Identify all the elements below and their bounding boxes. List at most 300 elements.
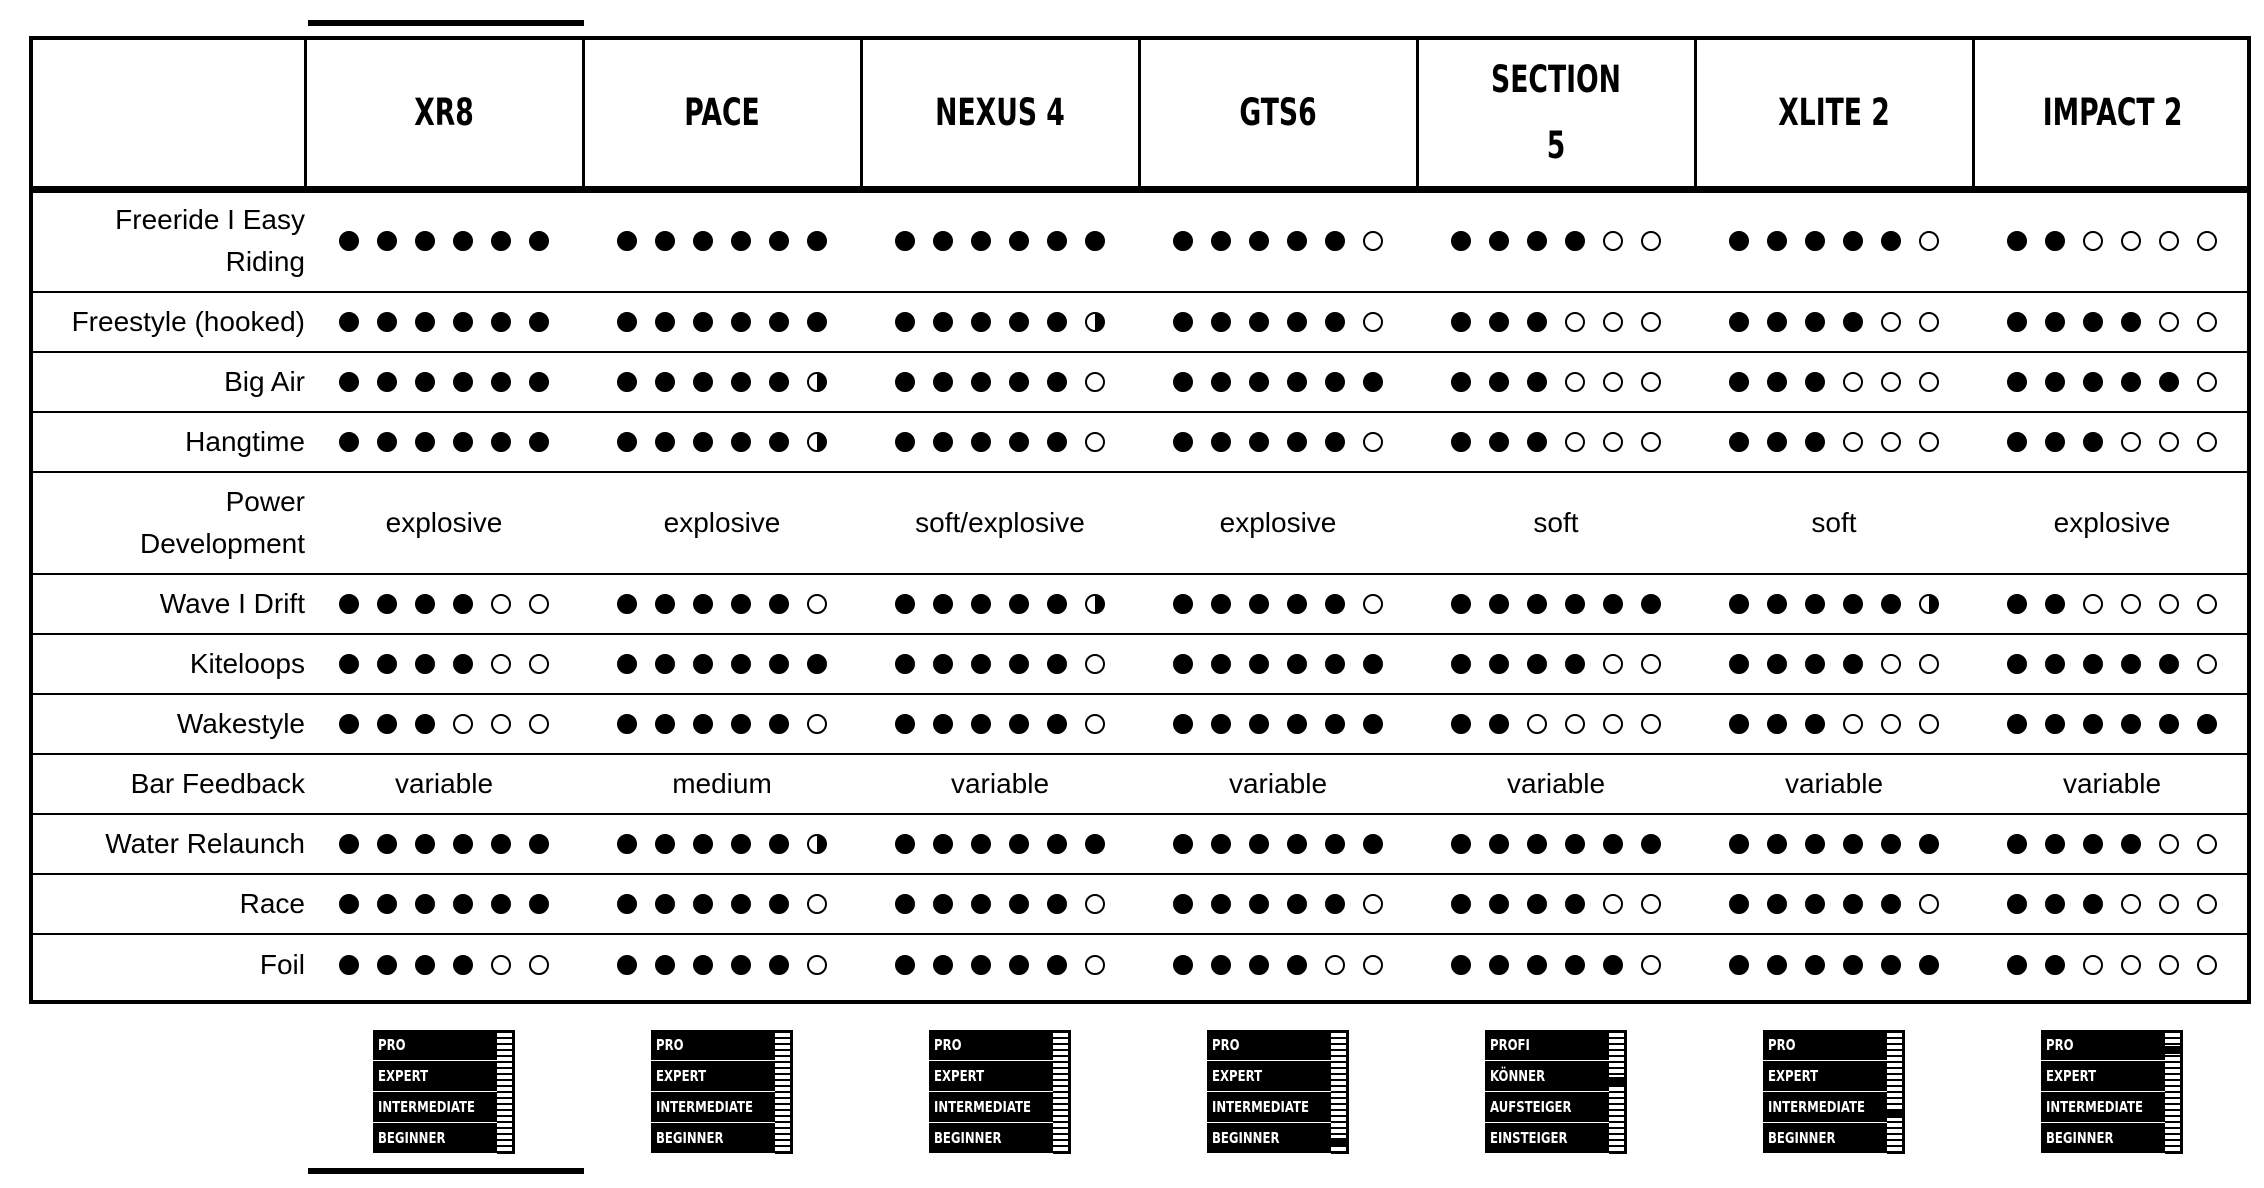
filled-dot-icon [1767, 834, 1787, 854]
filled-dot-icon [1009, 714, 1029, 734]
skill-level-label: PRO [651, 1030, 775, 1061]
filled-dot-icon [415, 834, 435, 854]
filled-dot-icon [2159, 654, 2179, 674]
empty-dot-icon [1603, 432, 1623, 452]
rating-dots [1695, 814, 1973, 874]
filled-dot-icon [2007, 312, 2027, 332]
filled-dot-icon [2159, 372, 2179, 392]
filled-dot-icon [1211, 714, 1231, 734]
filled-dot-icon [769, 312, 789, 332]
rating-dots [861, 574, 1139, 634]
empty-dot-icon [2121, 894, 2141, 914]
filled-dot-icon [1805, 312, 1825, 332]
filled-dot-icon [453, 654, 473, 674]
skill-level-gauge [1331, 1033, 1346, 1151]
row-label: Race [239, 888, 305, 919]
filled-dot-icon [655, 594, 675, 614]
filled-dot-icon [1729, 894, 1749, 914]
filled-dot-icon [617, 894, 637, 914]
skill-level-label: AUFSTEIGER [1485, 1092, 1609, 1123]
filled-dot-icon [971, 594, 991, 614]
empty-dot-icon [1085, 432, 1105, 452]
filled-dot-icon [377, 894, 397, 914]
filled-dot-icon [2045, 432, 2065, 452]
filled-dot-icon [1211, 594, 1231, 614]
table-row [29, 634, 2251, 694]
empty-dot-icon [1603, 714, 1623, 734]
filled-dot-icon [807, 231, 827, 251]
half-dot-icon [1085, 312, 1105, 332]
empty-dot-icon [2197, 594, 2217, 614]
empty-dot-icon [2159, 312, 2179, 332]
filled-dot-icon [693, 372, 713, 392]
rating-dots [1417, 814, 1695, 874]
filled-dot-icon [769, 714, 789, 734]
empty-dot-icon [1641, 894, 1661, 914]
rating-dots [305, 634, 583, 694]
filled-dot-icon [1729, 654, 1749, 674]
rating-text: explosive [385, 507, 503, 538]
rating-dots [1695, 874, 1973, 934]
empty-dot-icon [491, 654, 511, 674]
filled-dot-icon [377, 231, 397, 251]
filled-dot-icon [1287, 432, 1307, 452]
filled-dot-icon [1729, 955, 1749, 975]
filled-dot-icon [655, 654, 675, 674]
skill-level-label: BEGINNER [929, 1123, 1053, 1154]
filled-dot-icon [769, 894, 789, 914]
empty-dot-icon [2159, 834, 2179, 854]
empty-dot-icon [1565, 312, 1585, 332]
filled-dot-icon [1489, 714, 1509, 734]
rating-dots [1417, 412, 1695, 472]
filled-dot-icon [1173, 714, 1193, 734]
rating-text: variable [1784, 768, 1884, 799]
filled-dot-icon [731, 372, 751, 392]
filled-dot-icon [693, 312, 713, 332]
filled-dot-icon [1211, 312, 1231, 332]
empty-dot-icon [1641, 654, 1661, 674]
filled-dot-icon [1489, 312, 1509, 332]
highlight-bar-bottom [308, 1168, 584, 1174]
rating-dots [861, 934, 1139, 994]
empty-dot-icon [1843, 714, 1863, 734]
rating-dots [1139, 634, 1417, 694]
empty-dot-icon [2197, 312, 2217, 332]
filled-dot-icon [1211, 894, 1231, 914]
empty-dot-icon [2159, 955, 2179, 975]
empty-dot-icon [529, 714, 549, 734]
filled-dot-icon [1767, 894, 1787, 914]
filled-dot-icon [2045, 594, 2065, 614]
filled-dot-icon [2083, 312, 2103, 332]
filled-dot-icon [895, 834, 915, 854]
skill-level-panel [2041, 1030, 2183, 1154]
filled-dot-icon [339, 834, 359, 854]
filled-dot-icon [933, 372, 953, 392]
filled-dot-icon [1009, 372, 1029, 392]
filled-dot-icon [1249, 312, 1269, 332]
rating-dots [305, 292, 583, 352]
filled-dot-icon [1047, 312, 1067, 332]
filled-dot-icon [1085, 231, 1105, 251]
empty-dot-icon [1641, 372, 1661, 392]
skill-level-label: BEGINNER [373, 1123, 497, 1154]
filled-dot-icon [693, 594, 713, 614]
filled-dot-icon [1489, 654, 1509, 674]
filled-dot-icon [1489, 432, 1509, 452]
skill-level-gauge [1053, 1033, 1068, 1151]
filled-dot-icon [1489, 594, 1509, 614]
filled-dot-icon [807, 312, 827, 332]
row-label: Wakestyle [176, 708, 305, 739]
filled-dot-icon [2007, 372, 2027, 392]
rating-text: explosive [663, 507, 781, 538]
filled-dot-icon [1325, 231, 1345, 251]
filled-dot-icon [895, 231, 915, 251]
filled-dot-icon [1805, 714, 1825, 734]
half-dot-icon [807, 372, 827, 392]
filled-dot-icon [377, 432, 397, 452]
filled-dot-icon [453, 834, 473, 854]
skill-level-label: EXPERT [651, 1061, 775, 1092]
skill-level-label: EXPERT [1763, 1061, 1887, 1092]
filled-dot-icon [1527, 894, 1547, 914]
filled-dot-icon [1451, 955, 1471, 975]
filled-dot-icon [1287, 714, 1307, 734]
rating-dots [861, 694, 1139, 754]
skill-level-label: EXPERT [373, 1061, 497, 1092]
row-label: Wave I Drift [159, 588, 305, 619]
filled-dot-icon [339, 432, 359, 452]
filled-dot-icon [1009, 432, 1029, 452]
filled-dot-icon [1287, 955, 1307, 975]
empty-dot-icon [1843, 432, 1863, 452]
filled-dot-icon [1527, 594, 1547, 614]
filled-dot-icon [731, 594, 751, 614]
filled-dot-icon [1527, 654, 1547, 674]
skill-level-gauge [1887, 1033, 1902, 1151]
skill-level-label: PRO [1763, 1030, 1887, 1061]
filled-dot-icon [1047, 594, 1067, 614]
skill-level-gauge [1609, 1033, 1624, 1151]
filled-dot-icon [339, 654, 359, 674]
row-label: Bar Feedback [130, 768, 305, 799]
table-row [29, 352, 2251, 412]
skill-level-label: INTERMEDIATE [1763, 1092, 1887, 1123]
filled-dot-icon [491, 312, 511, 332]
filled-dot-icon [1173, 312, 1193, 332]
filled-dot-icon [933, 955, 953, 975]
rating-dots [1139, 292, 1417, 352]
filled-dot-icon [731, 654, 751, 674]
empty-dot-icon [1603, 894, 1623, 914]
skill-level-label: INTERMEDIATE [1207, 1092, 1331, 1123]
filled-dot-icon [1363, 654, 1383, 674]
table-row [29, 814, 2251, 874]
empty-dot-icon [2121, 231, 2141, 251]
empty-dot-icon [529, 654, 549, 674]
empty-dot-icon [2083, 231, 2103, 251]
filled-dot-icon [971, 714, 991, 734]
empty-dot-icon [807, 894, 827, 914]
skill-level-label: KÖNNER [1485, 1061, 1609, 1092]
rating-dots [1695, 190, 1973, 292]
filled-dot-icon [1641, 594, 1661, 614]
skill-level-gauge [497, 1033, 512, 1151]
rating-text: variable [394, 768, 494, 799]
empty-dot-icon [2197, 432, 2217, 452]
filled-dot-icon [1287, 834, 1307, 854]
empty-dot-icon [1641, 231, 1661, 251]
filled-dot-icon [453, 231, 473, 251]
rating-dots [305, 412, 583, 472]
filled-dot-icon [1325, 654, 1345, 674]
filled-dot-icon [933, 714, 953, 734]
filled-dot-icon [1641, 834, 1661, 854]
filled-dot-icon [1009, 834, 1029, 854]
filled-dot-icon [2121, 654, 2141, 674]
empty-dot-icon [2159, 432, 2179, 452]
row-label: Kiteloops [189, 648, 305, 679]
filled-dot-icon [2121, 714, 2141, 734]
filled-dot-icon [1729, 312, 1749, 332]
skill-level-gauge [775, 1033, 790, 1151]
rating-dots [1139, 874, 1417, 934]
empty-dot-icon [1085, 714, 1105, 734]
filled-dot-icon [2083, 894, 2103, 914]
empty-dot-icon [2197, 955, 2217, 975]
filled-dot-icon [339, 714, 359, 734]
filled-dot-icon [769, 231, 789, 251]
filled-dot-icon [2045, 312, 2065, 332]
filled-dot-icon [895, 894, 915, 914]
filled-dot-icon [693, 834, 713, 854]
filled-dot-icon [1729, 432, 1749, 452]
empty-dot-icon [1085, 372, 1105, 392]
rating-text: explosive [2053, 507, 2171, 538]
empty-dot-icon [1919, 312, 1939, 332]
filled-dot-icon [2045, 894, 2065, 914]
skill-level-label: PRO [2041, 1030, 2165, 1061]
header-divider [29, 186, 2251, 193]
filled-dot-icon [1729, 834, 1749, 854]
filled-dot-icon [1249, 594, 1269, 614]
kite-header-6: IMPACT 2 [2012, 36, 2212, 190]
skill-level-label: INTERMEDIATE [929, 1092, 1053, 1123]
rating-dots [583, 934, 861, 994]
filled-dot-icon [1287, 654, 1307, 674]
rating-dots [1695, 694, 1973, 754]
empty-dot-icon [1919, 231, 1939, 251]
empty-dot-icon [1363, 432, 1383, 452]
filled-dot-icon [1287, 894, 1307, 914]
filled-dot-icon [415, 432, 435, 452]
filled-dot-icon [1565, 654, 1585, 674]
filled-dot-icon [971, 432, 991, 452]
filled-dot-icon [1451, 372, 1471, 392]
filled-dot-icon [617, 834, 637, 854]
empty-dot-icon [807, 594, 827, 614]
rating-text: variable [1228, 768, 1328, 799]
filled-dot-icon [1767, 372, 1787, 392]
filled-dot-icon [1211, 231, 1231, 251]
filled-dot-icon [617, 654, 637, 674]
filled-dot-icon [1843, 594, 1863, 614]
skill-level-marker [1609, 1077, 1624, 1085]
rating-text: soft [1533, 507, 1579, 538]
filled-dot-icon [339, 312, 359, 332]
filled-dot-icon [339, 594, 359, 614]
filled-dot-icon [971, 834, 991, 854]
filled-dot-icon [617, 955, 637, 975]
filled-dot-icon [1325, 834, 1345, 854]
rating-dots [1139, 934, 1417, 994]
filled-dot-icon [1767, 955, 1787, 975]
filled-dot-icon [1047, 432, 1067, 452]
header-row [29, 36, 2251, 190]
filled-dot-icon [529, 372, 549, 392]
filled-dot-icon [1805, 372, 1825, 392]
header-blank-cell [68, 36, 267, 190]
filled-dot-icon [415, 714, 435, 734]
filled-dot-icon [1173, 654, 1193, 674]
empty-dot-icon [2197, 231, 2217, 251]
table-row [29, 292, 2251, 352]
filled-dot-icon [1527, 231, 1547, 251]
filled-dot-icon [339, 372, 359, 392]
row-label: Water Relaunch [105, 828, 305, 859]
filled-dot-icon [1603, 594, 1623, 614]
filled-dot-icon [529, 432, 549, 452]
filled-dot-icon [1805, 654, 1825, 674]
filled-dot-icon [895, 654, 915, 674]
filled-dot-icon [1805, 894, 1825, 914]
skill-level-label: BEGINNER [2041, 1123, 2165, 1154]
rating-dots [1973, 634, 2251, 694]
empty-dot-icon [529, 955, 549, 975]
filled-dot-icon [1603, 955, 1623, 975]
filled-dot-icon [731, 231, 751, 251]
filled-dot-icon [693, 955, 713, 975]
empty-dot-icon [1085, 654, 1105, 674]
empty-dot-icon [1565, 432, 1585, 452]
empty-dot-icon [2159, 594, 2179, 614]
filled-dot-icon [529, 231, 549, 251]
filled-dot-icon [693, 894, 713, 914]
filled-dot-icon [1047, 654, 1067, 674]
rating-dots [861, 814, 1139, 874]
filled-dot-icon [1767, 231, 1787, 251]
rating-dots [1973, 694, 2251, 754]
rating-text: variable [950, 768, 1050, 799]
filled-dot-icon [933, 834, 953, 854]
filled-dot-icon [971, 231, 991, 251]
rating-dots [1695, 934, 1973, 994]
filled-dot-icon [415, 955, 435, 975]
filled-dot-icon [415, 894, 435, 914]
rating-dots [305, 694, 583, 754]
empty-dot-icon [1881, 432, 1901, 452]
filled-dot-icon [1363, 834, 1383, 854]
rating-dots [1973, 352, 2251, 412]
filled-dot-icon [2083, 372, 2103, 392]
empty-dot-icon [491, 594, 511, 614]
filled-dot-icon [1047, 714, 1067, 734]
rating-dots [1139, 694, 1417, 754]
filled-dot-icon [1173, 834, 1193, 854]
rating-text: variable [1506, 768, 1606, 799]
filled-dot-icon [1047, 955, 1067, 975]
filled-dot-icon [1325, 312, 1345, 332]
skill-level-panel [929, 1030, 1071, 1154]
filled-dot-icon [1211, 654, 1231, 674]
filled-dot-icon [1325, 894, 1345, 914]
filled-dot-icon [1325, 594, 1345, 614]
filled-dot-icon [1173, 372, 1193, 392]
rating-dots [1973, 934, 2251, 994]
empty-dot-icon [491, 955, 511, 975]
filled-dot-icon [339, 231, 359, 251]
empty-dot-icon [1325, 955, 1345, 975]
filled-dot-icon [339, 894, 359, 914]
filled-dot-icon [529, 312, 549, 332]
empty-dot-icon [1641, 955, 1661, 975]
filled-dot-icon [1211, 432, 1231, 452]
filled-dot-icon [1249, 834, 1269, 854]
filled-dot-icon [1527, 955, 1547, 975]
filled-dot-icon [1805, 594, 1825, 614]
empty-dot-icon [1641, 714, 1661, 734]
empty-dot-icon [1565, 714, 1585, 734]
rating-dots [1695, 574, 1973, 634]
filled-dot-icon [1009, 594, 1029, 614]
empty-dot-icon [1603, 312, 1623, 332]
filled-dot-icon [1173, 432, 1193, 452]
filled-dot-icon [1767, 312, 1787, 332]
filled-dot-icon [1451, 594, 1471, 614]
filled-dot-icon [1363, 372, 1383, 392]
filled-dot-icon [1249, 231, 1269, 251]
rating-text: soft/explosive [915, 507, 1085, 538]
filled-dot-icon [1325, 372, 1345, 392]
filled-dot-icon [1249, 714, 1269, 734]
empty-dot-icon [2121, 432, 2141, 452]
rating-dots [1973, 412, 2251, 472]
filled-dot-icon [655, 372, 675, 392]
rating-dots [1973, 814, 2251, 874]
filled-dot-icon [933, 312, 953, 332]
filled-dot-icon [415, 231, 435, 251]
filled-dot-icon [895, 955, 915, 975]
filled-dot-icon [933, 231, 953, 251]
filled-dot-icon [731, 714, 751, 734]
filled-dot-icon [1843, 894, 1863, 914]
rating-dots [583, 694, 861, 754]
rating-dots [1417, 634, 1695, 694]
filled-dot-icon [971, 894, 991, 914]
empty-dot-icon [1363, 231, 1383, 251]
filled-dot-icon [731, 894, 751, 914]
filled-dot-icon [2045, 714, 2065, 734]
filled-dot-icon [1009, 955, 1029, 975]
kite-header-3: GTS6 [1178, 36, 1378, 190]
filled-dot-icon [1047, 894, 1067, 914]
filled-dot-icon [617, 594, 637, 614]
skill-level-label: EXPERT [2041, 1061, 2165, 1092]
filled-dot-icon [453, 594, 473, 614]
rating-dots [583, 352, 861, 412]
